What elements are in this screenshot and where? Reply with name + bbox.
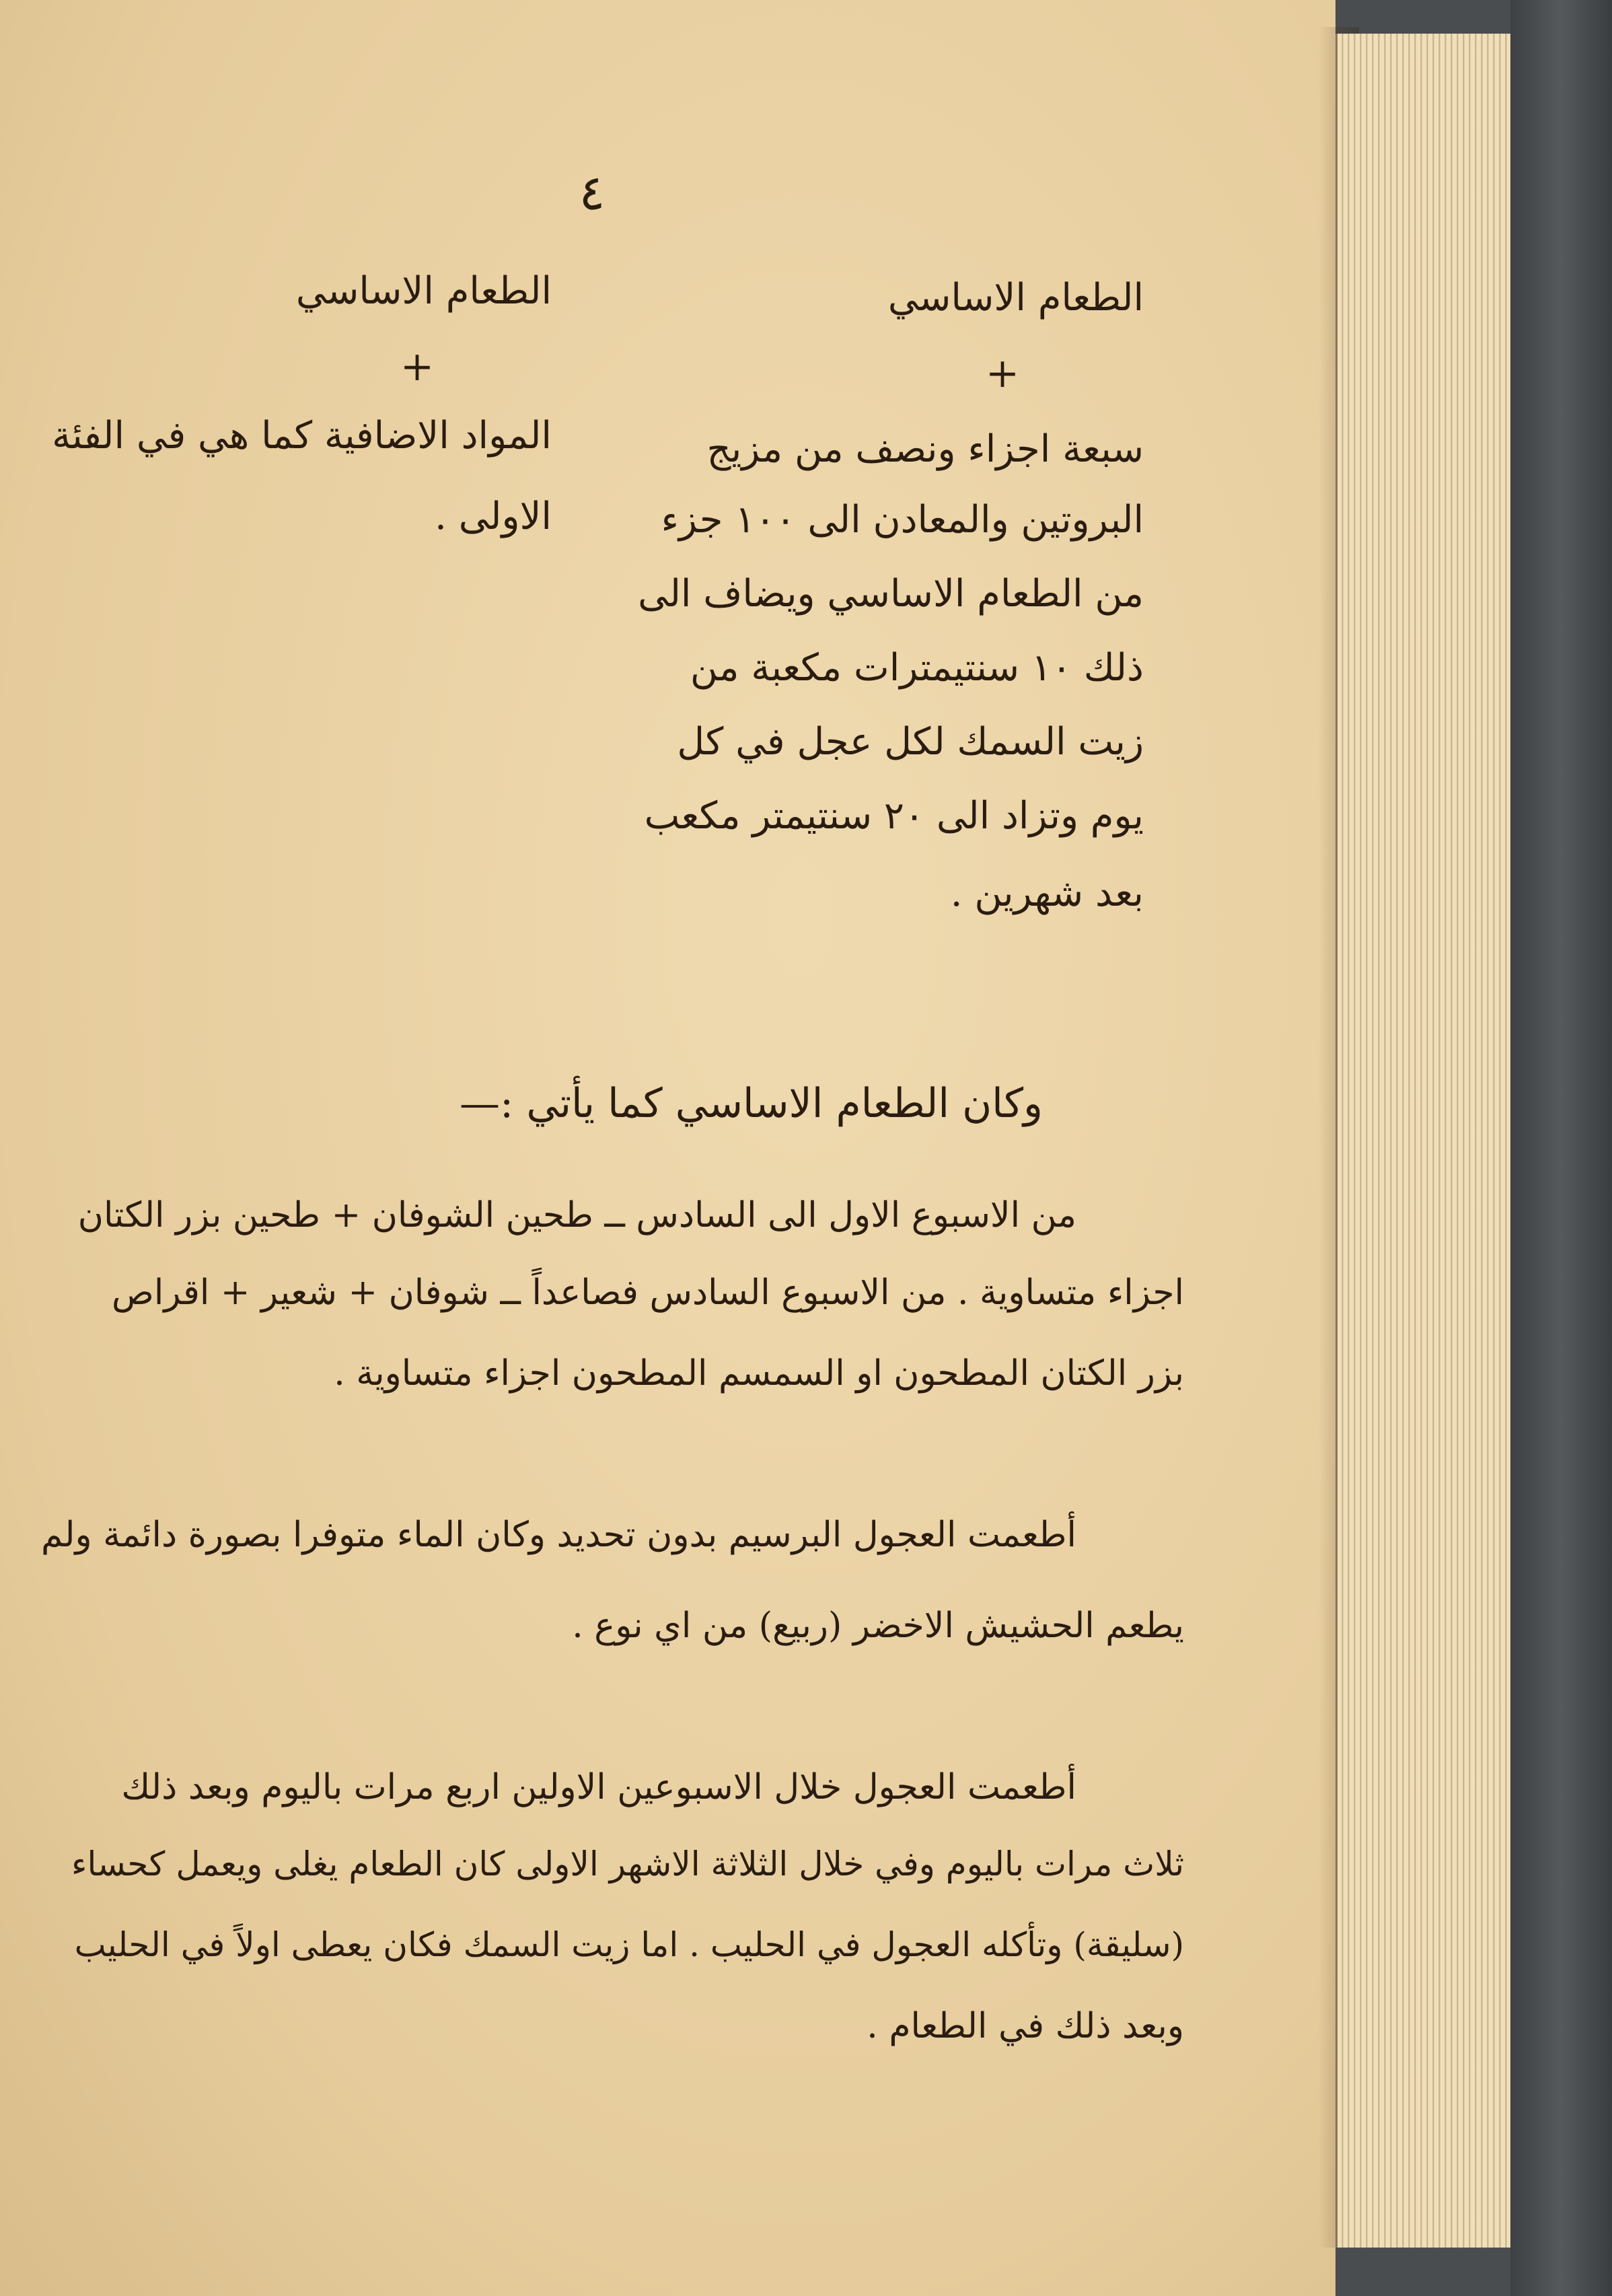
- left-column-plus: +: [400, 343, 435, 390]
- paragraph-1-line: من الاسبوع الاول الى السادس ــ طحين الشوفان + طحين بزر الكتان: [77, 1195, 1076, 1235]
- right-column-line: يوم وتزاد الى ٢٠ سنتيمتر مكعب: [644, 794, 1144, 838]
- right-column-line: زيت السمك لكل عجل في كل: [677, 720, 1144, 764]
- section-intro: وكان الطعام الاساسي كما يأتي :—: [460, 1080, 1043, 1127]
- right-column-line: البروتين والمعادن الى ١٠٠ جزء: [661, 498, 1144, 542]
- paragraph-1-line: اجزاء متساوية . من الاسبوع السادس فصاعداً ــ شوفان + شعير + اقراص: [112, 1272, 1184, 1313]
- paragraph-3-line: (سليقة) وتأكله العجول في الحليب . اما زيت السمك فكان يعطى اولاً في الحليب: [74, 1925, 1184, 1964]
- left-column-line: المواد الاضافية كما هي في الفئة: [52, 414, 552, 458]
- paragraph-1-line: بزر الكتان المطحون او السمسم المطحون اجزاء متساوية .: [334, 1353, 1184, 1394]
- page-stack-edges: [1335, 34, 1514, 2248]
- paragraph-2-line: أطعمت العجول البرسيم بدون تحديد وكان الماء متوفرا بصورة دائمة ولم: [41, 1515, 1076, 1555]
- right-column-line: بعد شهرين .: [950, 871, 1144, 915]
- page-number: ٤: [579, 164, 606, 221]
- right-column-heading: الطعام الاساسي: [887, 276, 1144, 320]
- right-column-line: من الطعام الاساسي ويضاف الى: [638, 572, 1144, 616]
- paragraph-2-line: يطعم الحشيش الاخضر (ربيع) من اي نوع .: [572, 1606, 1184, 1646]
- left-column-heading: الطعام الاساسي: [295, 269, 552, 313]
- left-column-line: الاولى .: [435, 495, 552, 538]
- paragraph-3-line: وبعد ذلك في الطعام .: [867, 2006, 1184, 2046]
- right-column-line: سبعة اجزاء ونصف من مزيج: [706, 427, 1144, 471]
- paragraph-3-line: أطعمت العجول خلال الاسبوعين الاولين اربع مرات باليوم وبعد ذلك: [121, 1767, 1076, 1807]
- book-cover: [1510, 0, 1612, 2296]
- right-column-line: ذلك ١٠ سنتيمترات مكعبة من: [690, 646, 1144, 690]
- paragraph-3-line: ثلاث مرات باليوم وفي خلال الثلاثة الاشهر الاولى كان الطعام يغلى ويعمل كحساء: [71, 1844, 1184, 1884]
- right-column-plus: +: [985, 350, 1020, 397]
